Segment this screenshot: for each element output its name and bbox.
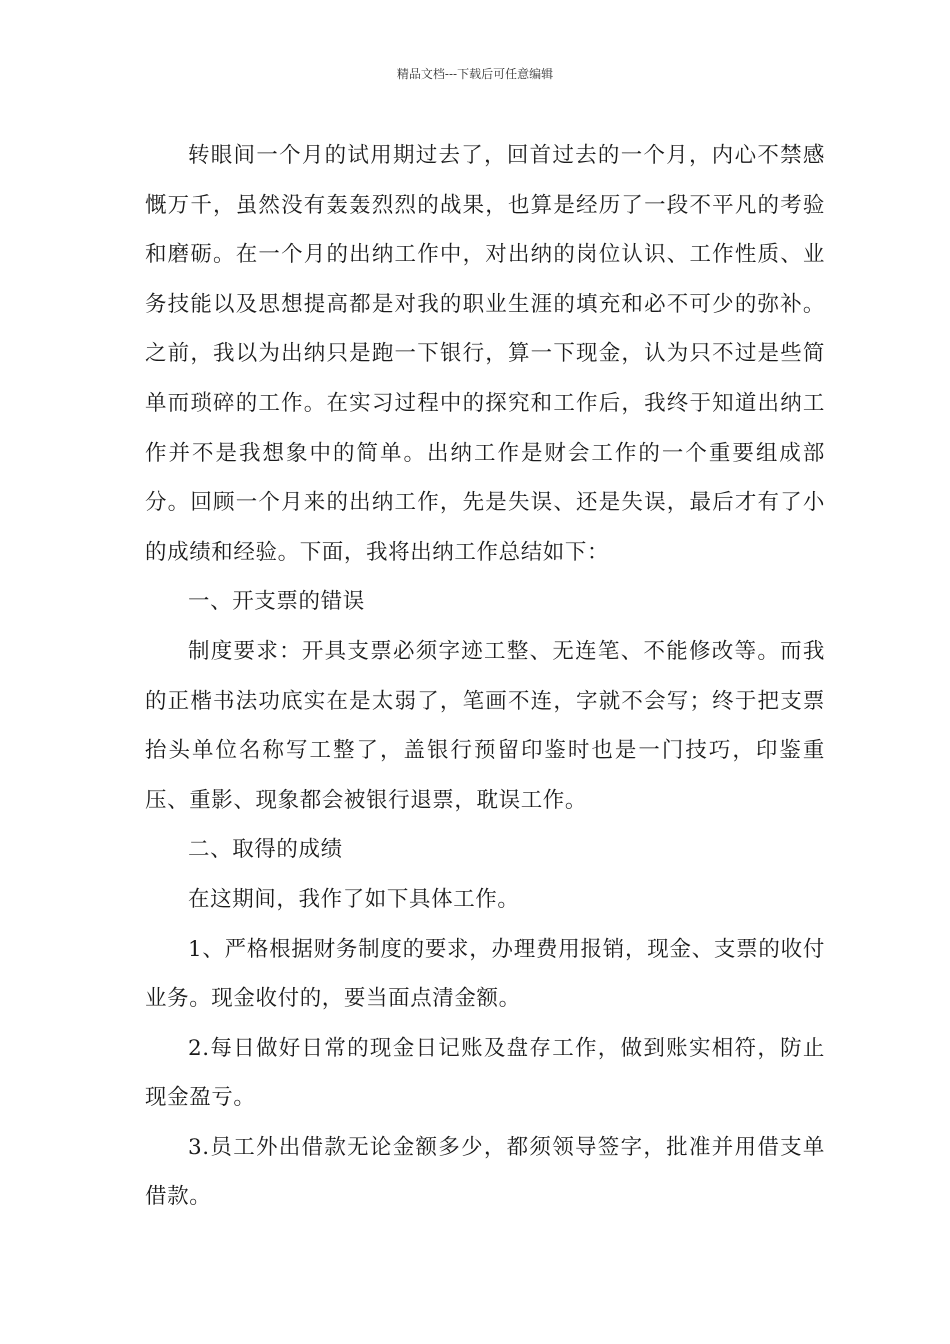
page-header: 精品文档---下载后可任意编辑: [396, 67, 554, 81]
paragraph-work-intro: 在这期间，我作了如下具体工作。: [188, 886, 520, 912]
list-item-1: 1、严格根据财务制度的要求，办理费用报销，现金、支票的收付业务。现金收付的，要当面点清金额。: [145, 936, 825, 1012]
list-item-3: 3.员工外出借款无论金额多少，都须领导签字，批准并用借支单借款。: [145, 1134, 825, 1210]
section-heading-2: 二、取得的成绩: [188, 837, 343, 863]
paragraph-cheque-errors: 制度要求：开具支票必须字迹工整、无连笔、不能修改等。而我的正楷书法功底实在是太弱了，笔画不连，字就不会写；终于把支票抬头单位名称写工整了，盖银行预留印鉴时也是一门技巧，印鉴重压、重影、现象都会被银行退票，耽误工作。: [145, 638, 825, 813]
paragraph-intro: 转眼间一个月的试用期过去了，回首过去的一个月，内心不禁感慨万千，虽然没有轰轰烈烈的战果，也算是经历了一段不平凡的考验和磨砺。在一个月的出纳工作中，对出纳的岗位认识、工作性质、业务技能以及思想提高都是对我的职业生涯的填充和必不可少的弥补。之前，我以为出纳只是跑一下银行，算一下现金，认为只不过是些简单而琐碎的工作。在实习过程中的探究和工作后，我终于知道出纳工作并不是我想象中的简单。出纳工作是财会工作的一个重要组成部分。回顾一个月来的出纳工作，先是失误、还是失误，最后才有了小的成绩和经验。下面，我将出纳工作总结如下：: [145, 143, 825, 565]
list-item-2: 2.每日做好日常的现金日记账及盘存工作，做到账实相符，防止现金盈亏。: [145, 1035, 825, 1111]
document-body: [145, 131, 825, 1222]
section-heading-1: 一、开支票的错误: [188, 589, 365, 615]
